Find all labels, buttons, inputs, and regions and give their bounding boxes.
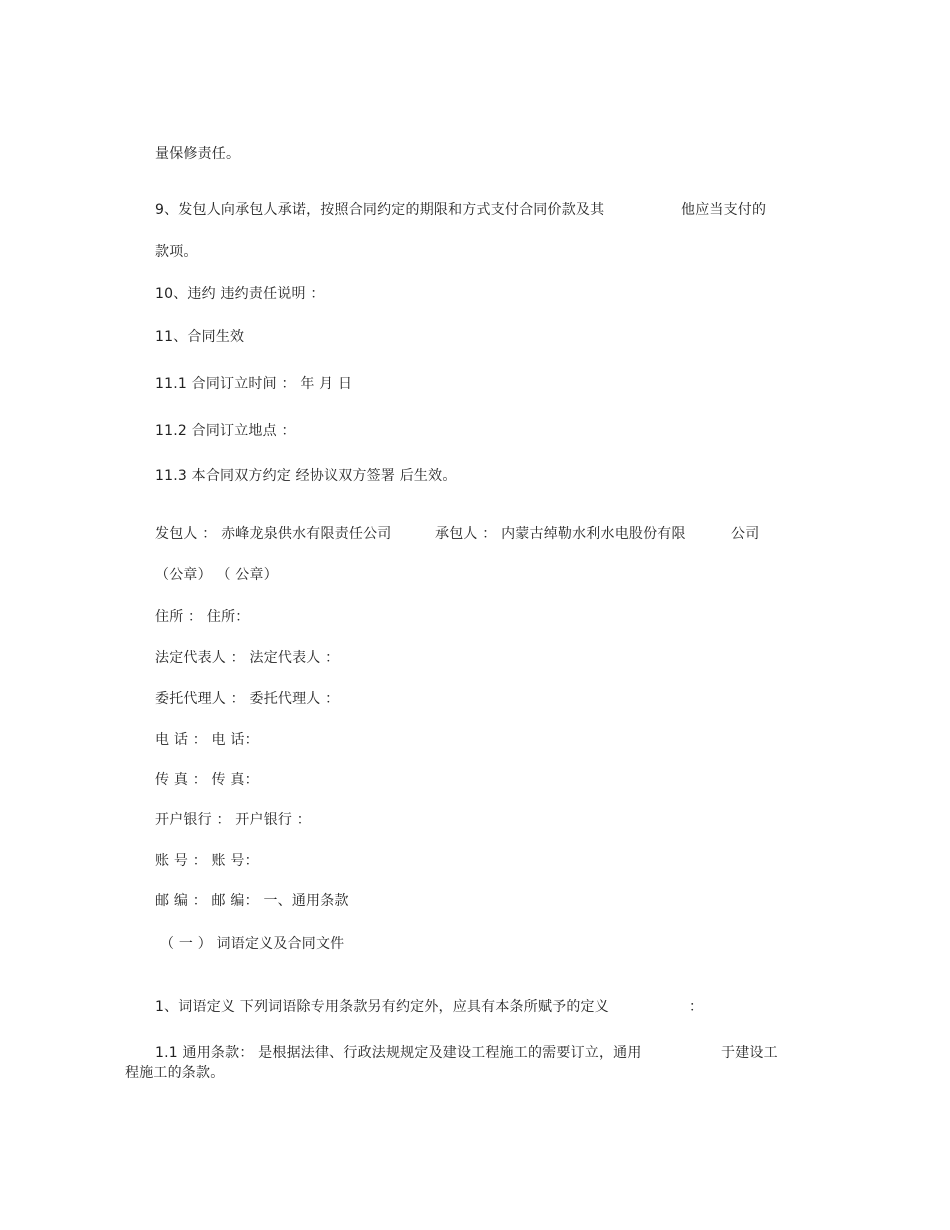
text-line-general-terms-part-1: 1.1 通用条款： 是根据法律、行政法规规定及建设工程施工的需要订立，通用: [155, 1045, 642, 1061]
text-line-definitions-part-2: ：: [689, 999, 704, 1015]
text-line-general-terms-cont: 程施工的条款。: [125, 1065, 225, 1081]
text-line-clause-10: 10、违约 违约责任说明 ：: [155, 286, 325, 302]
text-line-clause-11-1: 11.1 合同订立时间 ： 年 月 日: [155, 376, 353, 392]
text-line-general-terms: [155, 1044, 795, 1062]
text-line-definitions-part-1: 1、词语定义 下列词语除专用条款另有约定外，应具有本条所赋予的定义: [155, 999, 609, 1015]
text-line-1: 量保修责任。: [155, 146, 241, 162]
text-line-clause-11-3: 11.3 本合同双方约定 经协议双方签署 后生效。: [155, 468, 457, 484]
text-line-3: 款项。: [155, 244, 198, 260]
text-line-clause-11-2: 11.2 合同订立地点 ：: [155, 423, 296, 439]
text-line-clause-9: [155, 201, 795, 219]
section-heading-definitions: （ 一 ） 词语定义及合同文件: [160, 936, 345, 952]
text-line-account: 账 号 ： 账 号：: [155, 853, 259, 869]
text-line-phone: 电 话 ： 电 话：: [155, 732, 259, 748]
text-line-seals: （公章） （ 公章）: [155, 567, 278, 583]
text-line-clause-9-part-2: 他应当支付的: [681, 202, 767, 218]
text-line-definitions: [155, 998, 715, 1016]
text-line-address: 住所 ： 住所：: [155, 609, 250, 625]
contractor-name-suffix: 公司: [731, 526, 760, 542]
text-line-clause-9-part-1: 9、发包人向承包人承诺，按照合同约定的期限和方式支付合同价款及其: [155, 202, 605, 218]
employer-name: 发包人 ： 赤峰龙泉供水有限责任公司: [155, 526, 392, 542]
text-line-legal-rep: 法定代表人 ： 法定代表人 ：: [155, 650, 340, 666]
text-line-agent: 委托代理人 ： 委托代理人 ：: [155, 691, 340, 707]
text-line-postcode: 邮 编 ： 邮 编： 一、通用条款: [155, 893, 349, 909]
contractor-name: 承包人 ： 内蒙古绰勒水利水电股份有限: [435, 526, 686, 542]
text-line-clause-11: 11、合同生效: [155, 329, 245, 345]
text-line-bank: 开户银行 ： 开户银行 ：: [155, 812, 311, 828]
text-line-fax: 传 真 ： 传 真：: [155, 772, 259, 788]
text-line-parties: [155, 525, 775, 543]
text-line-general-terms-part-2: 于建设工: [721, 1045, 778, 1061]
